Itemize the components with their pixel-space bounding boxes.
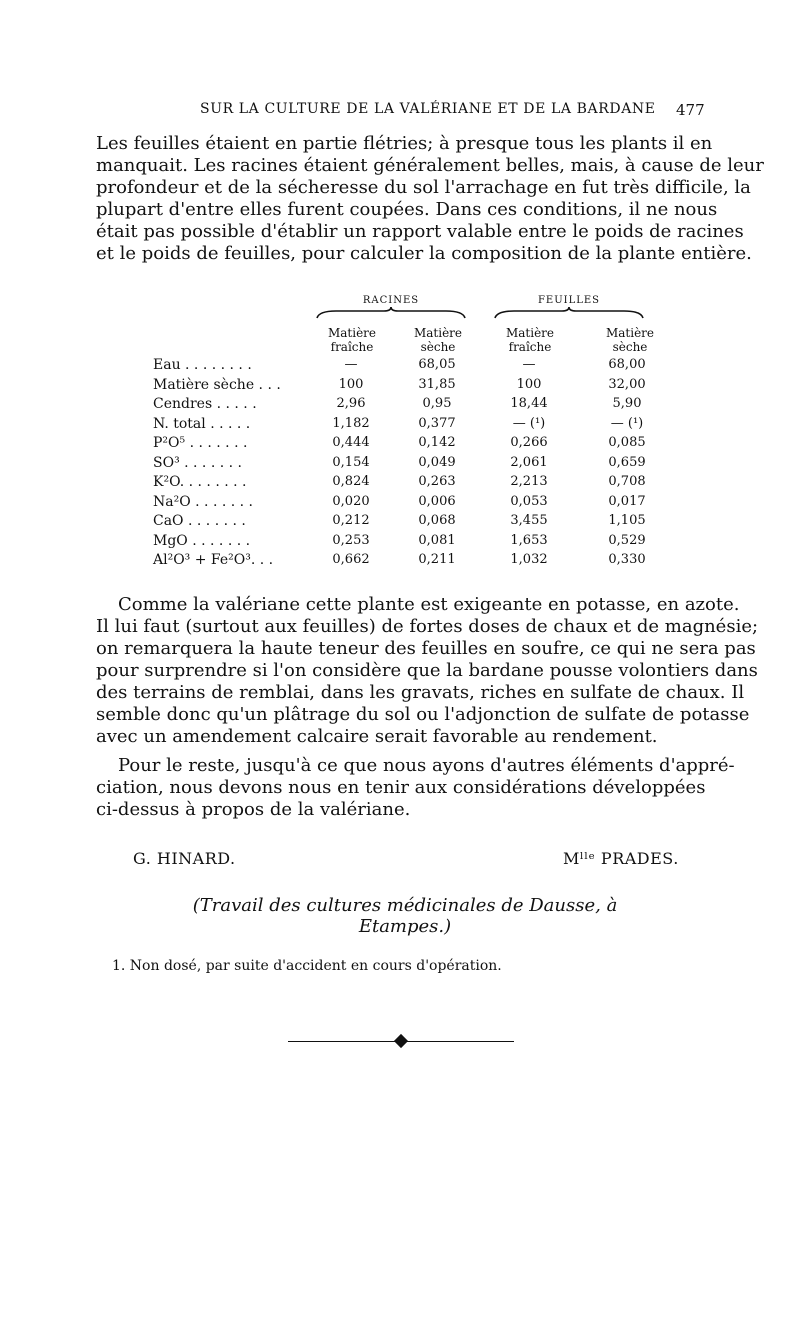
table-cell: 1,182 [332,415,370,431]
table-cell: 0,529 [608,532,646,548]
paragraph-intro [96,133,764,265]
table-cell: 0,824 [332,474,370,489]
signature-prades: Mˡˡᵉ PRADES. [563,849,679,868]
row-label: MgO . . . . . . . [153,532,251,549]
row-label: CaO . . . . . . . [153,513,246,529]
text-line: des terrains de remblai, dans les gravats, riches en sulfate de chaux. Il [96,682,745,703]
row-label: Matière sèche . . . [153,376,281,393]
table-cell: 3,455 [510,513,548,528]
text-line: avec un amendement calcaire serait favorable au rendement. [96,726,658,747]
text-line: Pour le reste, jusqu'à ce que nous ayons d'autres éléments d'appré- [118,755,735,776]
table-cell: 0,154 [332,454,370,470]
table-cell: 0,444 [332,435,370,450]
row-label: N. total . . . . . [153,415,251,432]
text-line: on remarquera la haute teneur des feuilles en soufre, ce qui ne sera pas [96,638,756,659]
running-header [0,101,800,121]
text-line: ci-dessus à propos de la valériane. [96,799,411,820]
table-cell: 18,44 [510,396,548,411]
table-cell: 0,263 [418,474,456,489]
table-cell: 0,068 [418,513,456,528]
table-cell: 0,142 [418,435,456,450]
table-cell: — (¹) [610,415,644,431]
brace-feuilles [494,306,644,320]
row-label: Eau . . . . . . . . [153,357,252,373]
table-cell: 1,032 [510,552,548,567]
diamond-ornament-icon [394,1034,408,1048]
row-label: SO³ . . . . . . . [153,454,242,471]
table-cell: 0,659 [608,454,646,470]
table-cell: — [522,357,536,372]
row-label: K²O. . . . . . . . [153,474,247,490]
footnote: 1. Non dosé, par suite d'accident en cours d'opération. [112,958,502,974]
text-line: était pas possible d'établir un rapport valable entre le poids de racines [96,221,744,242]
row-label: Na²O . . . . . . . [153,493,253,510]
row-label: Cendres . . . . . [153,396,257,412]
table-cell: 100 [338,376,364,392]
table-cell: 1,105 [608,513,646,528]
text-line: pour surprendre si l'on considère que la bardane pousse volontiers dans [96,660,758,681]
table-cell: 100 [516,376,542,392]
page-number: 477 [676,101,705,119]
table-cell: — [344,357,358,372]
table-cell: 0,017 [608,493,646,509]
credit-line: (Travail des cultures médicinales de Dausse, à Etampes.) [192,895,618,937]
table-cell: 2,061 [510,454,548,470]
table-cell: 2,96 [336,396,366,411]
table-cell: 1,653 [510,532,548,548]
subheader-feuilles-fraiche: Matière fraîche [505,326,555,354]
table-cell: 0,212 [332,513,370,528]
table-cell: 0,377 [418,415,456,431]
table-cell: 0,253 [332,532,370,548]
brace-racines [316,306,466,320]
subheader-racines-fraiche: Matière fraîche [327,326,377,354]
text-line: Les feuilles étaient en partie flétries; à presque tous les plants il en [96,133,713,154]
table-cell: 0,211 [418,552,456,567]
paragraph-conclusion [96,755,735,821]
table-cell: 0,020 [332,493,370,509]
paragraph-discussion [96,594,759,748]
table-cell: 0,006 [418,493,456,509]
group-header-feuilles: FEUILLES [537,295,601,306]
table-cell: 68,00 [608,357,646,372]
table-cell: 0,708 [608,474,646,489]
text-line: manquait. Les racines étaient généralement belles, mais, à cause de leur [96,155,764,176]
text-line: et le poids de feuilles, pour calculer la composition de la plante entière. [96,243,752,264]
table-cell: 68,05 [418,357,456,372]
table-cell: 0,266 [510,435,548,450]
table-cell: 0,053 [510,493,548,509]
text-line: semble donc qu'un plâtrage du sol ou l'adjonction de sulfate de potasse [96,704,750,725]
table-cell: 0,662 [332,552,370,567]
table-cell: 0,330 [608,552,646,567]
text-line: profondeur et de la sécheresse du sol l'arrachage en fut très difficile, la [96,177,751,198]
text-line: Comme la valériane cette plante est exigeante en potasse, en azote. [118,594,740,615]
table-cell: 31,85 [418,376,456,392]
subheader-feuilles-seche: Matière sèche [605,326,655,354]
group-header-racines: RACINES [362,295,420,306]
row-label: P²O⁵ . . . . . . . [153,435,248,451]
text-line: plupart d'entre elles furent coupées. Dans ces conditions, il ne nous [96,199,718,220]
table-cell: 0,081 [418,532,456,548]
subheader-racines-seche: Matière sèche [413,326,463,354]
signature-hinard: G. HINARD. [133,849,236,868]
row-label: Al²O³ + Fe²O³. . . [153,552,274,568]
text-line: ciation, nous devons nous en tenir aux considérations développées [96,777,706,798]
table-cell: 0,085 [608,435,646,450]
table-cell: 2,213 [510,474,548,489]
table-cell: 0,95 [422,396,452,411]
table-cell: 32,00 [608,376,646,392]
table-cell: — (¹) [512,415,546,431]
table-cell: 5,90 [612,396,642,411]
table-cell: 0,049 [418,454,456,470]
text-line: Il lui faut (surtout aux feuilles) de fortes doses de chaux et de magnésie; [96,616,759,637]
running-title: SUR LA CULTURE DE LA VALÉRIANE ET DE LA BARDANE [200,101,656,117]
